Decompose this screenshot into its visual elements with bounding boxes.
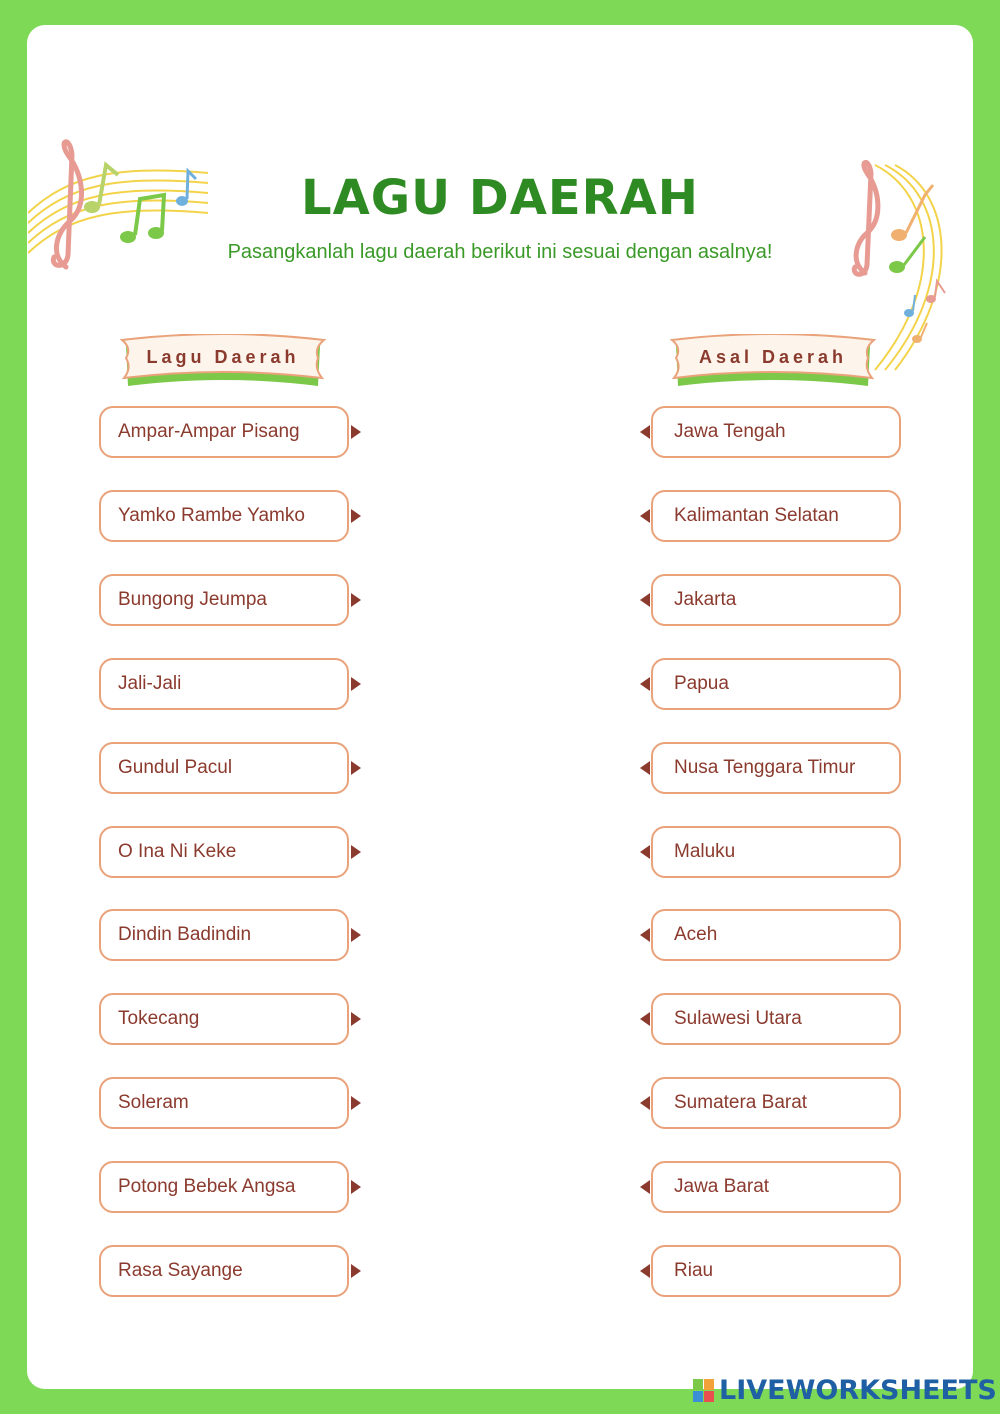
origin-connector-icon[interactable] [640,845,650,859]
song-item[interactable]: Gundul Pacul [99,742,349,794]
origin-connector-icon[interactable] [640,928,650,942]
page-title: LAGU DAERAH [301,170,699,226]
song-item[interactable]: Jali-Jali [99,658,349,710]
song-connector-icon[interactable] [351,1096,361,1110]
song-item[interactable]: Soleram [99,1077,349,1129]
song-connector-icon[interactable] [351,425,361,439]
origin-item[interactable]: Kalimantan Selatan [651,490,901,542]
song-item[interactable]: Tokecang [99,993,349,1045]
song-item[interactable]: Rasa Sayange [99,1245,349,1297]
song-item[interactable]: Potong Bebek Angsa [99,1161,349,1213]
song-connector-icon[interactable] [351,845,361,859]
origin-connector-icon[interactable] [640,593,650,607]
song-connector-icon[interactable] [351,761,361,775]
song-item[interactable]: Ampar-Ampar Pisang [99,406,349,458]
origin-item[interactable]: Nusa Tenggara Timur [651,742,901,794]
origin-item[interactable]: Sulawesi Utara [651,993,901,1045]
song-connector-icon[interactable] [351,593,361,607]
origin-item[interactable]: Papua [651,658,901,710]
liveworksheets-logo-icon [693,1379,715,1403]
origin-item[interactable]: Jakarta [651,574,901,626]
song-connector-icon[interactable] [351,1180,361,1194]
song-connector-icon[interactable] [351,509,361,523]
song-connector-icon[interactable] [351,677,361,691]
origin-item[interactable]: Riau [651,1245,901,1297]
left-column-header-label: Lagu Daerah [146,347,300,367]
origin-item[interactable]: Jawa Tengah [651,406,901,458]
instructions-text: Pasangkanlah lagu daerah berikut ini sesuai dengan asalnya! [227,241,773,263]
origin-connector-icon[interactable] [640,761,650,775]
origin-connector-icon[interactable] [640,1012,650,1026]
song-connector-icon[interactable] [351,1012,361,1026]
origin-connector-icon[interactable] [640,1264,650,1278]
song-item[interactable]: Dindin Badindin [99,909,349,961]
origin-item[interactable]: Jawa Barat [651,1161,901,1213]
origin-connector-icon[interactable] [640,1096,650,1110]
origin-connector-icon[interactable] [640,425,650,439]
song-item[interactable]: Yamko Rambe Yamko [99,490,349,542]
origin-connector-icon[interactable] [640,1180,650,1194]
song-connector-icon[interactable] [351,928,361,942]
right-column-header [668,334,878,390]
song-item[interactable]: Bungong Jeumpa [99,574,349,626]
song-item[interactable]: O Ina Ni Keke [99,826,349,878]
origin-item[interactable]: Maluku [651,826,901,878]
origin-connector-icon[interactable] [640,509,650,523]
brand-name: LIVEWORKSHEETS [719,1375,997,1406]
right-column-header-label: Asal Daerah [698,347,848,367]
origin-item[interactable]: Aceh [651,909,901,961]
left-column-header [118,334,328,390]
origin-item[interactable]: Sumatera Barat [651,1077,901,1129]
song-connector-icon[interactable] [351,1264,361,1278]
origin-connector-icon[interactable] [640,677,650,691]
